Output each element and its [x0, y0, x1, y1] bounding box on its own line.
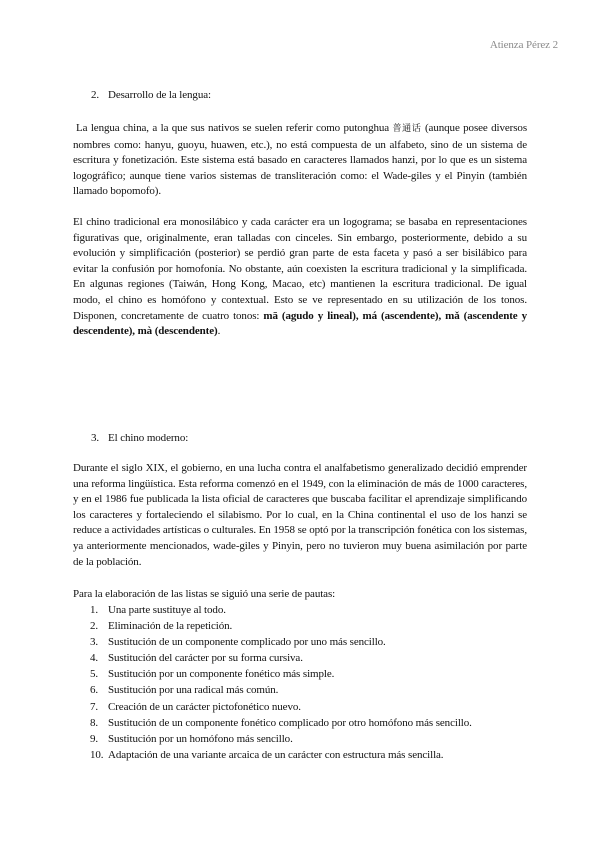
- list-text: Sustitución por un homófono más sencillo.: [108, 732, 293, 745]
- section-3-paragraph-1: Durante el siglo XIX, el gobierno, en una lucha contra el analfabetismo generalizado decidió emprender una reforma lingüística. Esta reforma comenzó en el 1949, con la eliminación de más de 1000 caracteres, y en el 1986 fue publicada la lista oficial de caracteres que buscaba facilitar el aprendizaje simplificando los caracteres y fortaleciendo el silabismo. Por lo cual, en la China continental el uso de los hanzi se reduce a actividades artísticas o culturales. En 1958 se optó por la transcripción fonética con los sistemas, ya anteriormente mencionados, wade-giles y Pinyin, pero no tuvieron muy buena asimilación por parte de la población.: [73, 462, 528, 568]
- list-text: Creación de un carácter pictofonético nuevo.: [108, 700, 301, 713]
- section-2-heading: [91, 88, 211, 104]
- paragraph-end: .: [217, 325, 221, 338]
- putonghua-hanzi: 普通话: [392, 124, 422, 134]
- list-item: [73, 748, 527, 764]
- list-item: [73, 732, 527, 748]
- section-3-heading: [91, 431, 188, 447]
- list-item: [73, 651, 527, 667]
- section-2-paragraph-1: [73, 121, 527, 200]
- list-item: [73, 716, 527, 732]
- list-number: 8.: [90, 716, 99, 729]
- list-number: 10.: [90, 748, 104, 761]
- list-item: [73, 667, 527, 683]
- paragraph-text: La lengua china, a la que sus nativos se suelen referir como putonghua: [76, 122, 393, 134]
- list-number: 1.: [90, 604, 99, 616]
- list-number: 4.: [90, 652, 99, 665]
- list-number: 5.: [90, 668, 99, 681]
- list-text: Sustitución por un componente fonético más simple.: [108, 668, 335, 681]
- section-2-paragraph-2: [73, 215, 527, 340]
- paragraph-text: (aunque posee diversos nombres como: hanyu, guoyu, huawen, etc.), no está compuesta de un alfabeto, sino de un sistema de escritura y fonetización. Este sistema está basado en caracteres llamados hanzi, por lo que es un sistema logográfico; aunque tiene varios sistemas de transliteración como: el Wade-giles y el Pinyin (también llamado bopomofo).: [73, 122, 528, 198]
- list-text: Sustitución de un componente complicado por uno más sencillo.: [108, 636, 386, 649]
- list-intro: Para la elaboración de las listas se siguió una serie de pautas:: [73, 588, 336, 600]
- list-number: 3.: [90, 636, 99, 649]
- list-number: 2.: [90, 620, 99, 633]
- list-text: Una parte sustituye al todo.: [108, 604, 226, 616]
- running-header: Atienza Pérez 2: [489, 39, 558, 51]
- list-number: 9.: [90, 732, 99, 745]
- list-number: 6.: [90, 684, 99, 697]
- list-item: [73, 700, 527, 716]
- list-text: Sustitución del carácter por su forma cursiva.: [108, 652, 303, 665]
- section-2-title: Desarrollo de la lengua:: [108, 89, 211, 101]
- list-item: [73, 603, 527, 619]
- section-2-number: 2.: [91, 89, 100, 101]
- list-item: [73, 619, 527, 635]
- list-text: Eliminación de la repetición.: [108, 620, 233, 633]
- guidelines-list: [73, 603, 527, 764]
- list-text: Sustitución por una radical más común.: [108, 684, 279, 697]
- section-3-number: 3.: [91, 432, 100, 444]
- list-item: [73, 635, 527, 651]
- list-text: Adaptación de una variante arcaica de un carácter con estructura más sencilla.: [108, 748, 444, 761]
- paragraph-text: El chino tradicional era monosilábico y cada carácter era un logograma; se basaba en representaciones figurativas que, originalmente, eran talladas con cinceles. Sin embargo, posteriormente, debido a su evolución y simplificación (posterior) se perdió gran parte de esta faceta y pasó a ser bisilábico para evitar la confusión por homofonía. No obstante, aún coexisten la escritura tradicional y la simplificada. En algunas regiones (Taiwán, Hong Kong, Macao, etc) mantienen la escritura tradicional. De igual modo, el chino es homófono y contextual. Esto se ve representado en su utilización de los tonos. Disponen, concretamente de cuatro tonos:: [73, 216, 527, 322]
- list-number: 7.: [90, 700, 99, 713]
- list-text: Sustitución de un componente fonético complicado por otro homófono más sencillo.: [108, 716, 472, 729]
- list-item: [73, 683, 527, 699]
- tones-list: mā (agudo y lineal), má (ascendente), mǎ (ascendente y descendente), mà (descendente): [73, 309, 527, 338]
- section-3-title: El chino moderno:: [108, 432, 189, 444]
